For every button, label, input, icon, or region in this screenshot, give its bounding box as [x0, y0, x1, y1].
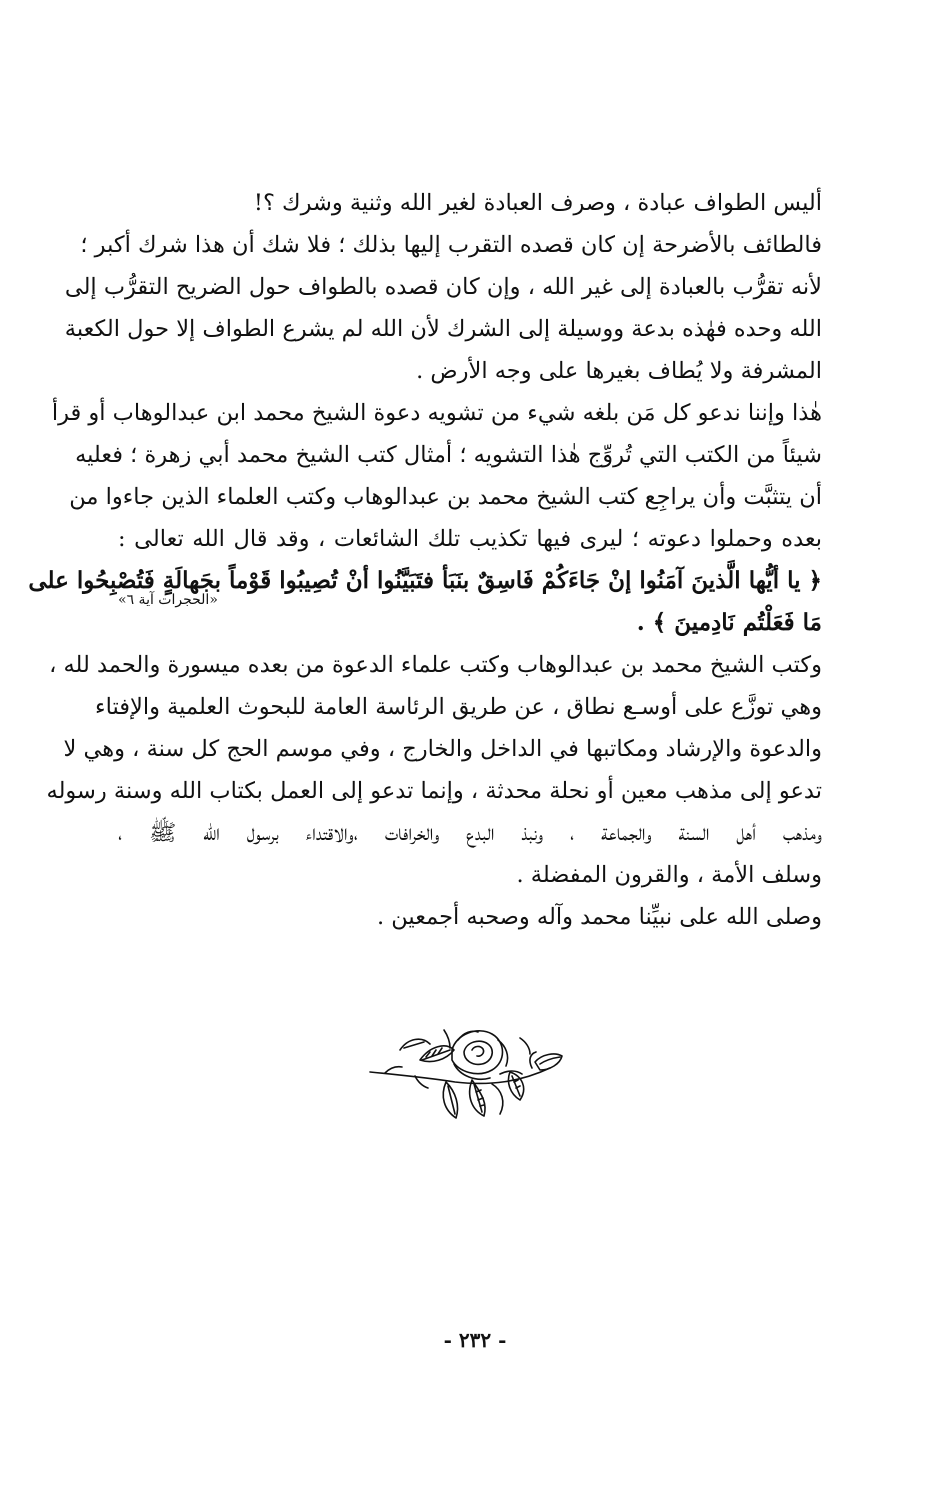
text-line: ومذهب أهل السنة والجماعة ، ونبذ البدع والخرافات ،والاقتداء برسول الله ﷺ ، — [118, 820, 822, 846]
text-line: الله وحده فهٰذه بدعة ووسيلة إلى الشرك لأن الله لم يشرع الطواف إلا حول الكعبة — [64, 316, 822, 342]
text-line: أليس الطواف عبادة ، وصرف العبادة لغير الله وثنية وشرك ؟! — [253, 190, 822, 216]
text-line: المشرفة ولا يُطاف بغيرها على وجه الأرض . — [416, 358, 822, 384]
text-line: وسلف الأمة ، والقرون المفضلة . — [516, 862, 822, 888]
text-line: تدعو إلى مذهب معين أو نحلة محدثة ، وإنما تدعو إلى العمل بكتاب الله وسنة رسوله — [46, 778, 822, 804]
text-line: لأنه تقرُّب بالعبادة إلى غير الله ، وإن كان قصده بالطواف حول الضريح التقرُّب إلى — [64, 274, 822, 300]
quran-verse-line — [118, 592, 822, 644]
text-line: هٰذا وإننا ندعو كل مَن بلغه شيء من تشويه دعوة الشيخ محمد ابن عبدالوهاب أو قرأ — [51, 400, 822, 426]
text-line: بعده وحملوا دعوته ؛ ليرى فيها تكذيب تلك الشائعات ، وقد قال الله تعالى : — [118, 526, 822, 552]
text-line: فالطائف بالأضرحة إن كان قصده التقرب إليها بذلك ؛ فلا شك أن هذا شرك أكبر ؛ — [80, 232, 822, 258]
quran-verse-end: مَا فَعَلْتُم نَادِمينَ ﴾ . — [636, 609, 822, 636]
page-number: - ٢٣٢ - — [443, 1328, 507, 1352]
verse-reference: «الحجرات آية ٦» — [118, 592, 218, 608]
text-line: أن يتثبَّت وأن يراجِع كتب الشيخ محمد بن عبدالوهاب وكتب العلماء الذين جاءوا من — [69, 484, 822, 510]
text-line: وكتب الشيخ محمد بن عبدالوهاب وكتب علماء الدعوة من بعده ميسورة والحمد لله ، — [49, 652, 822, 678]
text-line: والدعوة والإرشاد ومكاتبها في الداخل والخارج ، وفي موسم الحج كل سنة ، وهي لا — [63, 736, 822, 762]
text-line: وصلى الله على نبيِّنا محمد وآله وصحبه أجمعين . — [377, 904, 822, 930]
quran-verse-line: ﴿ يا أيُّها الَّذينَ آمَنُوا إنْ جَاءَكُمْ فَاسِقٌ بنَبَأ فتَبَيَّنُوا أنْ تُصِيبُوا قَوْماً بجَهالَةٍ فَتُصْبِحُوا على — [28, 567, 822, 594]
rose-flower-icon — [360, 1020, 575, 1130]
text-line: شيئاً من الكتب التي تُروِّج هٰذا التشويه ؛ أمثال كتب الشيخ محمد أبي زهرة ؛ فعليه — [75, 442, 822, 468]
text-line: وهي توزَّع على أوسـع نطاق ، عن طريق الرئاسة العامة للبحوث العلمية والإفتاء — [95, 694, 822, 720]
page-body — [28, 182, 822, 938]
